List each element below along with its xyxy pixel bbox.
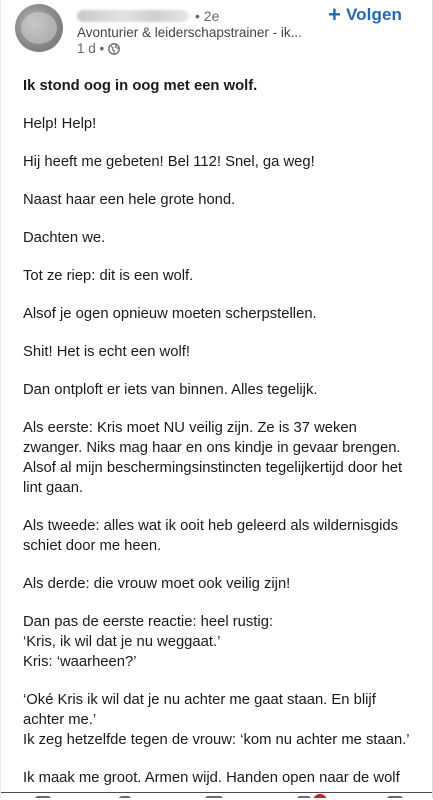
post-paragraph: Ik zeg hetzelfde tegen de vrouw: ‘kom nu achter me staan.’ <box>23 732 410 748</box>
post-header <box>1 0 432 62</box>
network-icon[interactable] <box>119 796 131 798</box>
post-paragraph: Ik maak me groot. Armen wijd. Handen open naar de wolf <box>23 770 400 786</box>
post-body <box>23 76 419 798</box>
notification-badge <box>313 794 327 798</box>
post-paragraph: Als eerste: Kris moet NU veilig zijn. Ze is 37 weken zwanger. Niks mag haar en ons kindje in gevaar brengen. Alsof al mijn beschermingsinstincten tegelijkertijd door het lint gaan. <box>23 420 403 496</box>
post-paragraph: ‘Oké Kris ik wil dat je nu achter me gaat staan. En blijf achter me.’ <box>23 692 376 728</box>
notifications-icon[interactable] <box>297 796 311 798</box>
jobs-icon[interactable] <box>387 796 403 798</box>
post-paragraph: Dachten we. <box>23 230 106 246</box>
plus-icon: + <box>328 2 341 27</box>
post-paragraph: Shit! Het is echt een wolf! <box>23 344 190 360</box>
home-icon[interactable] <box>35 796 51 798</box>
post-paragraph: Tot ze riep: dit is een wolf. <box>23 268 194 284</box>
avatar-image <box>21 12 57 44</box>
post-paragraph: Als derde: die vrouw moet ook veilig zijn! <box>23 576 291 592</box>
post-time: 1 d • <box>77 41 105 56</box>
author-headline: Avonturier & leiderschapstrainer - ik... <box>77 25 302 40</box>
post-paragraph: Dan ontploft er iets van binnen. Alles tegelijk. <box>23 382 318 398</box>
post-title: Ik stond oog in oog met een wolf. <box>23 78 258 94</box>
post-paragraph: Hij heeft me gebeten! Bel 112! Snel, ga weg! <box>23 154 315 170</box>
author-name-redacted[interactable] <box>77 10 189 22</box>
post-paragraph: ‘Kris, ik wil dat je nu weggaat.’ <box>23 634 221 650</box>
globe-icon <box>108 43 120 55</box>
bottom-navigation <box>1 792 432 798</box>
follow-button[interactable] <box>328 4 402 26</box>
author-avatar[interactable] <box>15 4 63 52</box>
post-paragraph: Naast haar een hele grote hond. <box>23 192 236 208</box>
follow-label: Volgen <box>345 5 402 24</box>
post-paragraph: Als tweede: alles wat ik ooit heb geleerd als wildernisgids schiet door me heen. <box>23 518 399 554</box>
post-paragraph: Alsof je ogen opnieuw moeten scherpstellen. <box>23 306 317 322</box>
post-icon[interactable] <box>205 796 223 798</box>
post-paragraph: Kris: ‘waarheen?’ <box>23 654 137 670</box>
post-paragraph: Help! Help! <box>23 116 97 132</box>
author-line[interactable] <box>77 7 219 25</box>
post-meta <box>77 41 120 56</box>
connection-degree: • 2e <box>195 8 220 24</box>
post-paragraph: Dan pas de eerste reactie: heel rustig: <box>23 614 274 630</box>
